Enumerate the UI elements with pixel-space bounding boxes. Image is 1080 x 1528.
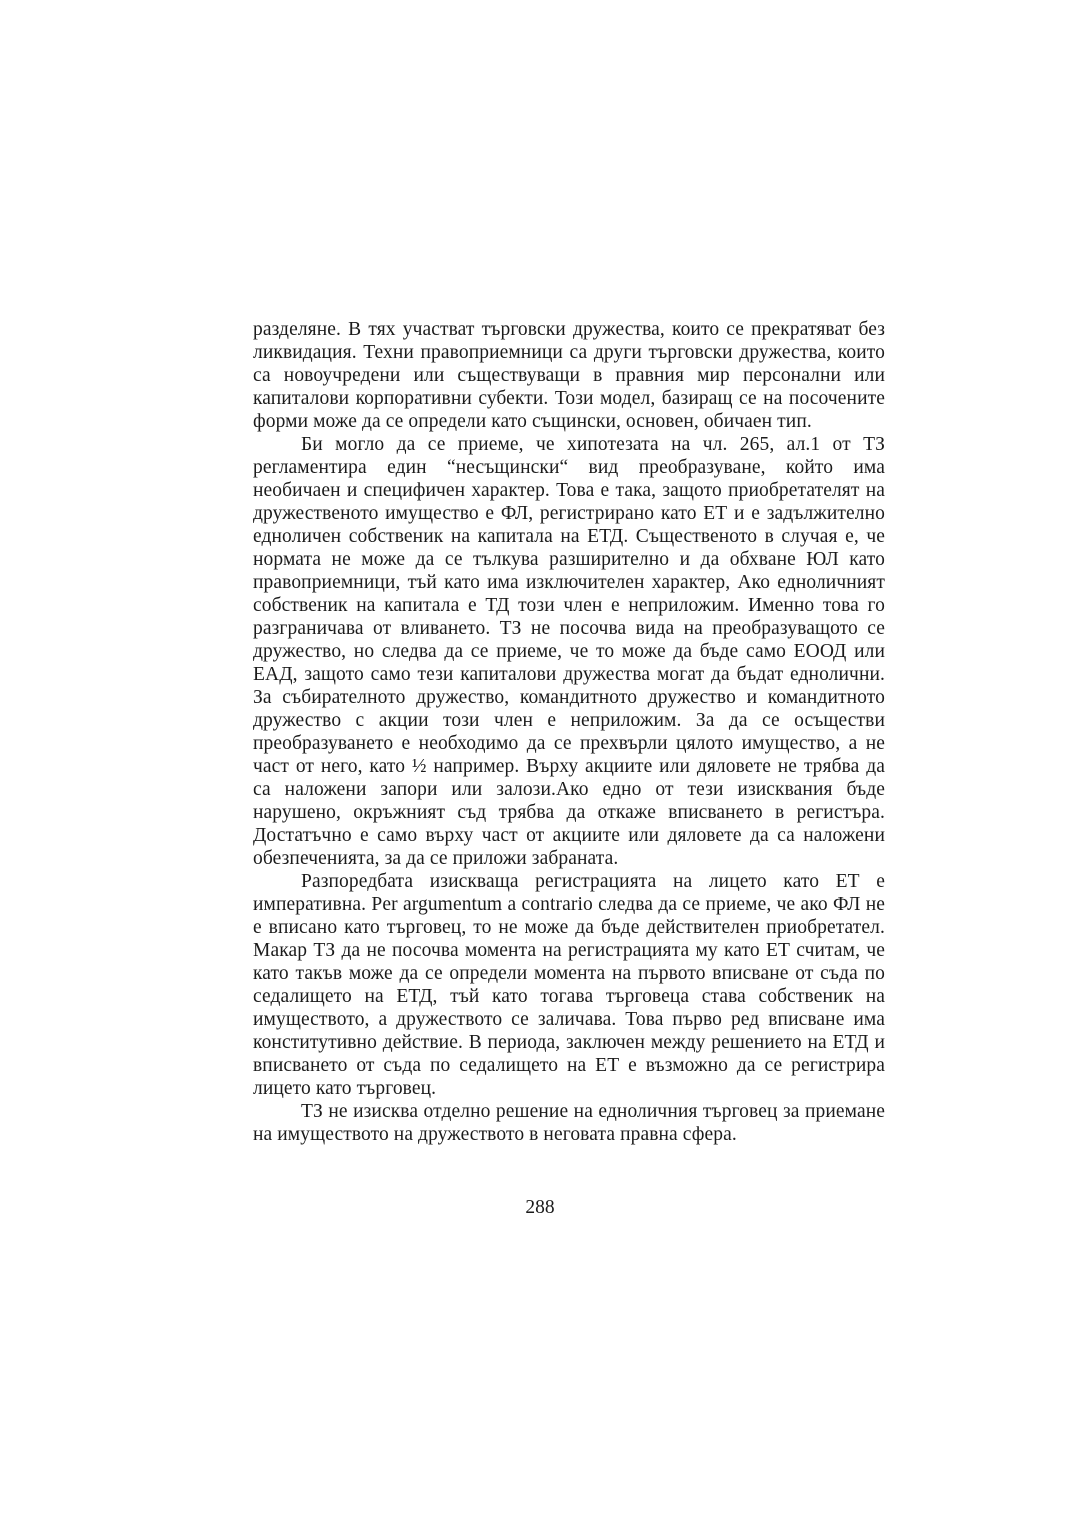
text-column (253, 318, 885, 1146)
paragraph: Би могло да се приеме, че хипотезата на чл. 265, ал.1 от ТЗ регламентира един “несъщински“ вид преобразуване, който има необичаен и специфичен характер. Това е така, защото приобретателят на дружественото имущество е ФЛ, регистрирано като ЕТ и е задължително едноличен собственик на капитала на ЕТД. Същественото в случая е, че нормата не може да се тълкува разширително и да обхване ЮЛ като правоприемници, тъй като има изключителен характер, Ако едноличният собственик на капитала е ТД този член е неприложим. Именно това го разграничава от вливането. ТЗ не посочва вида на преобразуващото се дружество, но следва да се приеме, че то може да бъде само ЕООД или ЕАД, защото само тези капиталови дружества могат да бъдат еднолични. За събирателното дружество, командитното дружество и командитното дружество с акции този член е неприложим. За да се осъществи преобразуването е необходимо да се прехвърли цялото имущество, а не част от него, като ½ например. Върху акциите или дяловете не трябва да са наложени запори или залози.Ако едно от тези изисквания бъде нарушено, окръжният съд трябва да откаже вписването в регистъра. Достатъчно е само върху част от акциите или дяловете да са наложени обезпеченията, за да се приложи забраната. (253, 434, 885, 869)
paragraph: ТЗ не изисква отделно решение на едноличния търговец за приемане на имуществото на дружеството в неговата правна сфера. (253, 1101, 885, 1145)
paragraph: разделяне. В тях участват търговски дружества, които се прекратяват без ликвидация. Техни правоприемници са други търговски дружества, които са новоучредени или съществуващи в правния мир персонални или капиталови корпоративни субекти. Този модел, базиращ се на посочените форми може да се определи като същински, основен, обичаен тип. (253, 319, 885, 432)
page-number: 288 (525, 1197, 555, 1218)
paragraph: Разпоредбата изискваща регистрацията на лицето като ЕТ е императивна. Per argumentum a contrario следва да се приеме, че ако ФЛ не е вписано като търговец, то не може да бъде действителен приобретател. Макар ТЗ да не посочва момента на регистрацията му като ЕТ считам, че като такъв може да се определи момента на първото вписване от съда по седалището на ЕТД, тъй като тогава търговеца става собственик на имуществото, а дружеството се заличава. Това първо ред вписване има конститутивно действие. В периода, заключен между решението на ЕТД и вписването от съда по седалището на ЕТ е възможно да се регистрира лицето като търговец. (253, 871, 885, 1099)
